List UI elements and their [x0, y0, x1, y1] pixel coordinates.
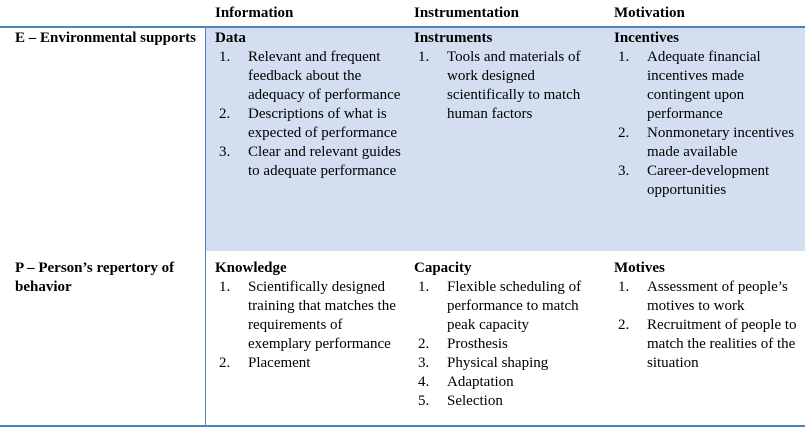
item-text: Adequate financial incentives made contingent upon performance: [647, 49, 761, 122]
list-item: [414, 335, 604, 354]
list-item: [215, 48, 407, 105]
list-item: [614, 162, 804, 200]
cell-title: Instruments: [414, 30, 493, 46]
item-number: 3.: [618, 163, 630, 179]
item-text: Career-development opportunities: [647, 163, 770, 198]
item-text: Selection: [447, 393, 503, 409]
list-item: [414, 373, 604, 392]
column-header-information: Information: [215, 5, 294, 21]
list-item: [614, 124, 804, 162]
item-text: Clear and relevant guides to adequate performance: [248, 144, 401, 179]
item-text: Flexible scheduling of performance to match peak capacity: [447, 279, 582, 333]
item-number: 1.: [418, 279, 430, 295]
item-number: 1.: [618, 279, 630, 295]
cell-title: Capacity: [414, 260, 472, 276]
cell-knowledge: [215, 259, 407, 373]
item-number: 1.: [618, 49, 630, 65]
item-text: Nonmonetary incentives made available: [647, 125, 795, 160]
list-item: [614, 316, 804, 373]
list-item: [215, 354, 407, 373]
item-text: Scientifically designed training that matches the requirements of exemplary performance: [248, 279, 396, 352]
item-number: 3.: [219, 144, 231, 160]
list-item: [414, 354, 604, 373]
cell-data: [215, 29, 407, 181]
list-item: [215, 105, 407, 143]
item-number: 2.: [219, 106, 231, 122]
item-text: Relevant and frequent feedback about the adequacy of performance: [248, 49, 401, 103]
item-text: Adaptation: [447, 374, 514, 390]
cell-title: Motives: [614, 260, 665, 276]
item-number: 4.: [418, 374, 430, 390]
list-item: [215, 143, 407, 181]
item-number: 2.: [219, 355, 231, 371]
item-text: Prosthesis: [447, 336, 508, 352]
cell-incentives: [614, 29, 804, 200]
item-number: 5.: [418, 393, 430, 409]
row-label-person: P – Person’s repertory of behavior: [15, 260, 175, 295]
item-number: 2.: [618, 317, 630, 333]
item-list: [215, 48, 407, 181]
item-text: Physical shaping: [447, 355, 549, 371]
item-number: 1.: [418, 49, 430, 65]
item-text: Assessment of people’s motives to work: [647, 279, 788, 314]
item-text: Recruitment of people to match the realities of the situation: [647, 317, 797, 371]
list-item: [614, 48, 804, 124]
item-list: [215, 278, 407, 373]
row-label-divider: [205, 28, 206, 425]
list-item: [414, 392, 604, 411]
cell-motives: [614, 259, 804, 373]
list-item: [414, 278, 604, 335]
item-number: 1.: [219, 49, 231, 65]
list-item: [414, 48, 604, 124]
list-item: [614, 278, 804, 316]
cell-instruments: [414, 29, 604, 124]
item-list: [414, 278, 604, 411]
item-text: Tools and materials of work designed scientifically to match human factors: [447, 49, 581, 122]
item-number: 2.: [418, 336, 430, 352]
item-number: 3.: [418, 355, 430, 371]
cell-title: Data: [215, 30, 246, 46]
item-number: 1.: [219, 279, 231, 295]
item-list: [614, 278, 804, 373]
item-number: 2.: [618, 125, 630, 141]
item-list: [414, 48, 604, 124]
item-list: [614, 48, 804, 200]
cell-capacity: [414, 259, 604, 411]
item-text: Descriptions of what is expected of performance: [248, 106, 398, 141]
cell-title: Knowledge: [215, 260, 287, 276]
column-header-motivation: Motivation: [614, 5, 685, 21]
item-text: Placement: [248, 355, 311, 371]
list-item: [215, 278, 407, 354]
cell-title: Incentives: [614, 30, 679, 46]
column-header-instrumentation: Instrumentation: [414, 5, 520, 21]
row-label-environmental: E – Environmental supports: [15, 30, 197, 46]
